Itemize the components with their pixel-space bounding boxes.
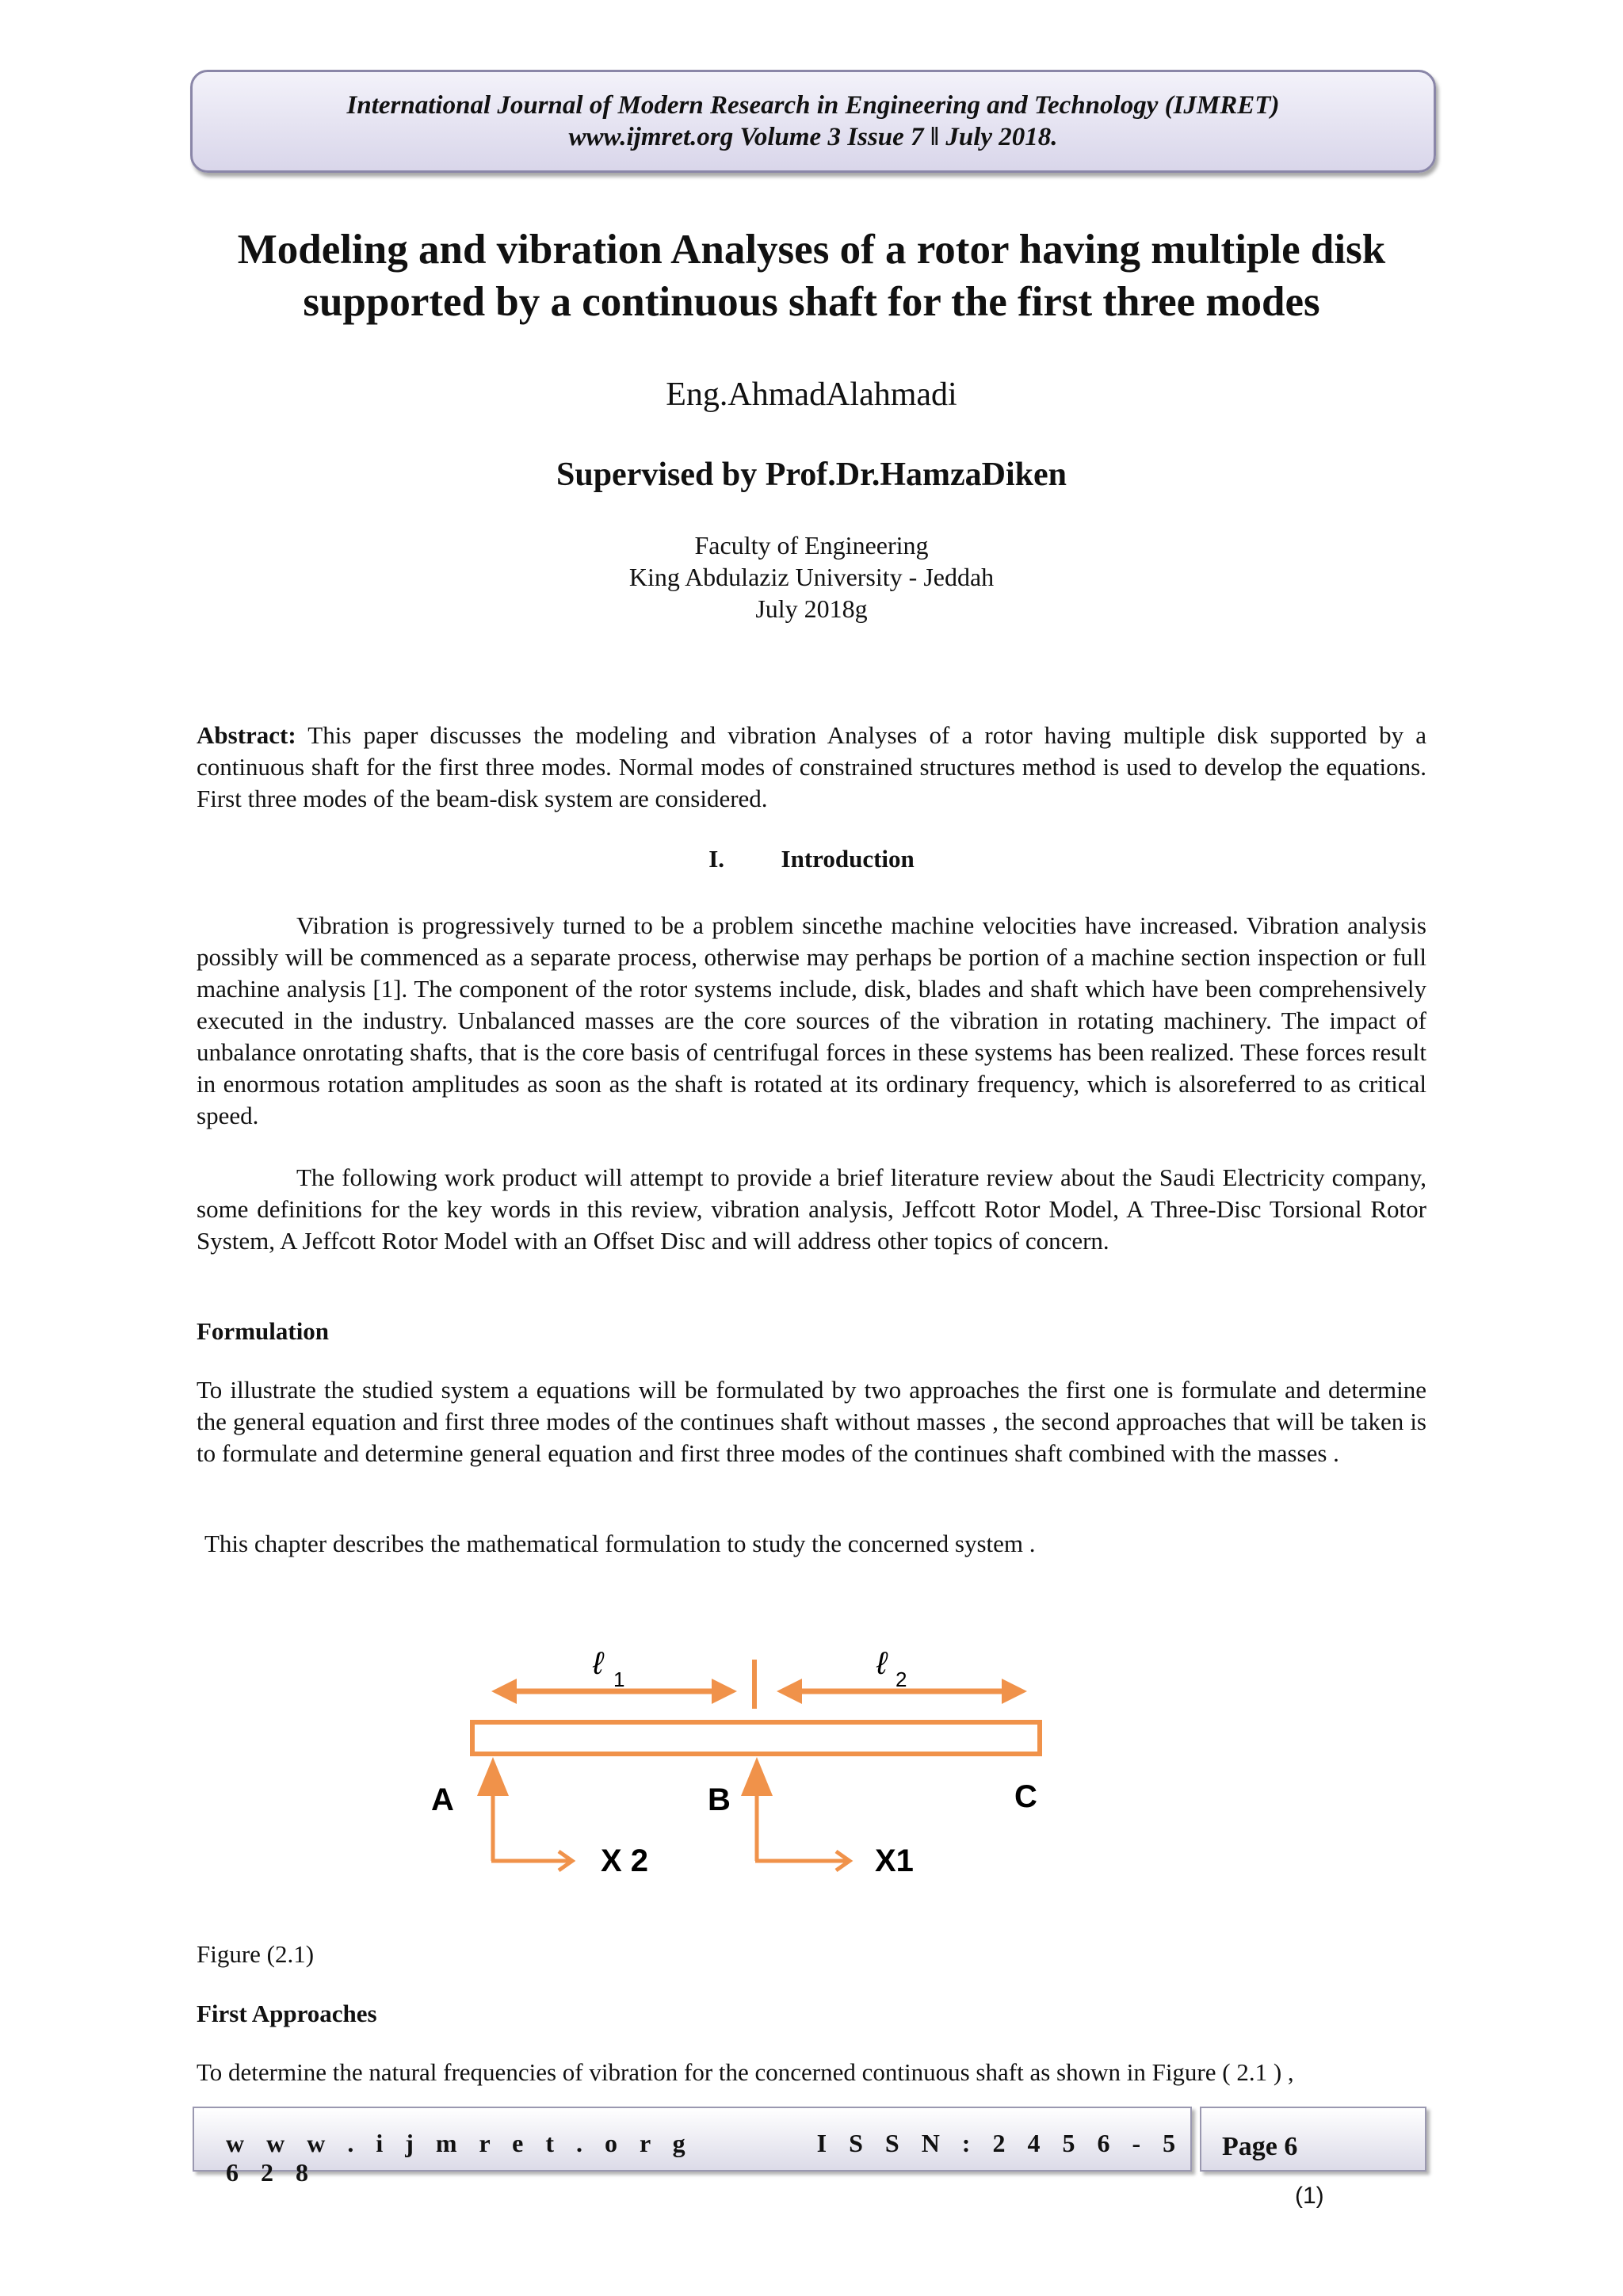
- point-label-a: A: [431, 1782, 454, 1817]
- equation-number: (1): [1295, 2183, 1324, 2209]
- point-label-b: B: [708, 1782, 731, 1817]
- journal-issue: www.ijmret.org Volume 3 Issue 7 ǁ July 2018.: [568, 123, 1058, 151]
- abstract-label: Abstract:: [197, 721, 296, 749]
- first-approaches-text: To determine the natural frequencies of vibration for the concerned continuous shaft as shown in Figure ( 2.1 ) ,: [197, 2058, 1294, 2086]
- footer-page-number: Page 6: [1222, 2132, 1298, 2161]
- coordinate-arrow-x1: [755, 1796, 850, 1870]
- support-a: [477, 1757, 509, 1796]
- support-b: [741, 1757, 773, 1796]
- formulation-paragraph-1: To illustrate the studied system a equations will be formulated by two approaches the first one is formulate and determine the general equation and first three modes of the continues shaft without masses , the second approaches that will be taken is to formulate and determine general equation and first three modes of the continues shaft combined with the masses .: [197, 1376, 1426, 1467]
- length-label-2-sub: 2: [896, 1668, 907, 1691]
- author-name: Eng.AhmadAlahmadi: [666, 376, 957, 413]
- intro-paragraph-1: Vibration is progressively turned to be a problem sincethe machine velocities have increased. Vibration analysis possibly will be commenced as a separate process, otherwise may perhaps be portion of a machine section inspection or full machine analysis [1]. The component of the rotor systems include, disk, blades and shaft which have been comprehensively executed in the industry. Unbalanced masses are the core sources of the vibration in rotating machinery. The impact of unbalance onrotating shafts, that is the core basis of centrifugal forces in these systems has been realized. These forces result in enormous rotation amplitudes as soon as the shaft is rotated at its ordinary frequency, which is alsoreferred to as critical speed.: [197, 911, 1426, 1129]
- length-label-2: ℓ: [876, 1646, 887, 1681]
- footer-page-box: [1200, 2107, 1426, 2172]
- shaft-beam: [472, 1722, 1040, 1754]
- section-number: I.: [708, 845, 725, 873]
- length-label-1-sub: 1: [613, 1668, 625, 1691]
- intro-paragraph-2: The following work product will attempt to provide a brief literature review about the Saudi Electricity company, some definitions for the key words in this review, vibration analysis, Jeffcott Rotor Model, A Three-Disc Torsional Rotor System, A Jeffcott Rotor Model with an Offset Disc and will address other topics of concern.: [197, 1163, 1426, 1255]
- affiliation-date: July 2018g: [755, 594, 868, 623]
- footer-website: w w w . i j m r e t . o r g: [226, 2129, 693, 2157]
- formulation-heading: Formulation: [197, 1317, 330, 1345]
- abstract-text: This paper discusses the modeling and vibration Analyses of a rotor having multiple disk supported by a continuous shaft for the first three modes. Normal modes of constrained structures method is used to develop the equations. First three modes of the beam-disk system are considered.: [197, 721, 1426, 812]
- formulation-paragraph-2: This chapter describes the mathematical formulation to study the concerned system .: [204, 1530, 1036, 1557]
- axis-label-x1: X1: [875, 1843, 914, 1878]
- paper-title: Modeling and vibration Analyses of a rotor having multiple disk supported by a continuous shaft for the first three modes: [237, 227, 1386, 325]
- affiliation-university: King Abdulaziz University - Jeddah: [628, 563, 995, 591]
- axis-label-x2: X 2: [601, 1843, 649, 1878]
- figure-caption: Figure (2.1): [197, 1940, 315, 1968]
- length-label-1: ℓ: [593, 1646, 603, 1681]
- footer-issn: I S S N : 2 4 5 6 - 5 6 2 8: [226, 2129, 1184, 2187]
- point-label-c: C: [1014, 1779, 1037, 1814]
- journal-name: International Journal of Modern Research in Engineering and Technology (IJMRET): [346, 91, 1280, 120]
- affiliation-faculty: Faculty of Engineering: [694, 531, 929, 560]
- coordinate-arrow-x2: [491, 1796, 572, 1870]
- supervisor-name: Supervised by Prof.Dr.HamzaDiken: [556, 457, 1067, 493]
- footer-website-box: [193, 2107, 1192, 2187]
- section-title: Introduction: [781, 845, 915, 873]
- first-approaches-heading: First Approaches: [197, 2000, 377, 2027]
